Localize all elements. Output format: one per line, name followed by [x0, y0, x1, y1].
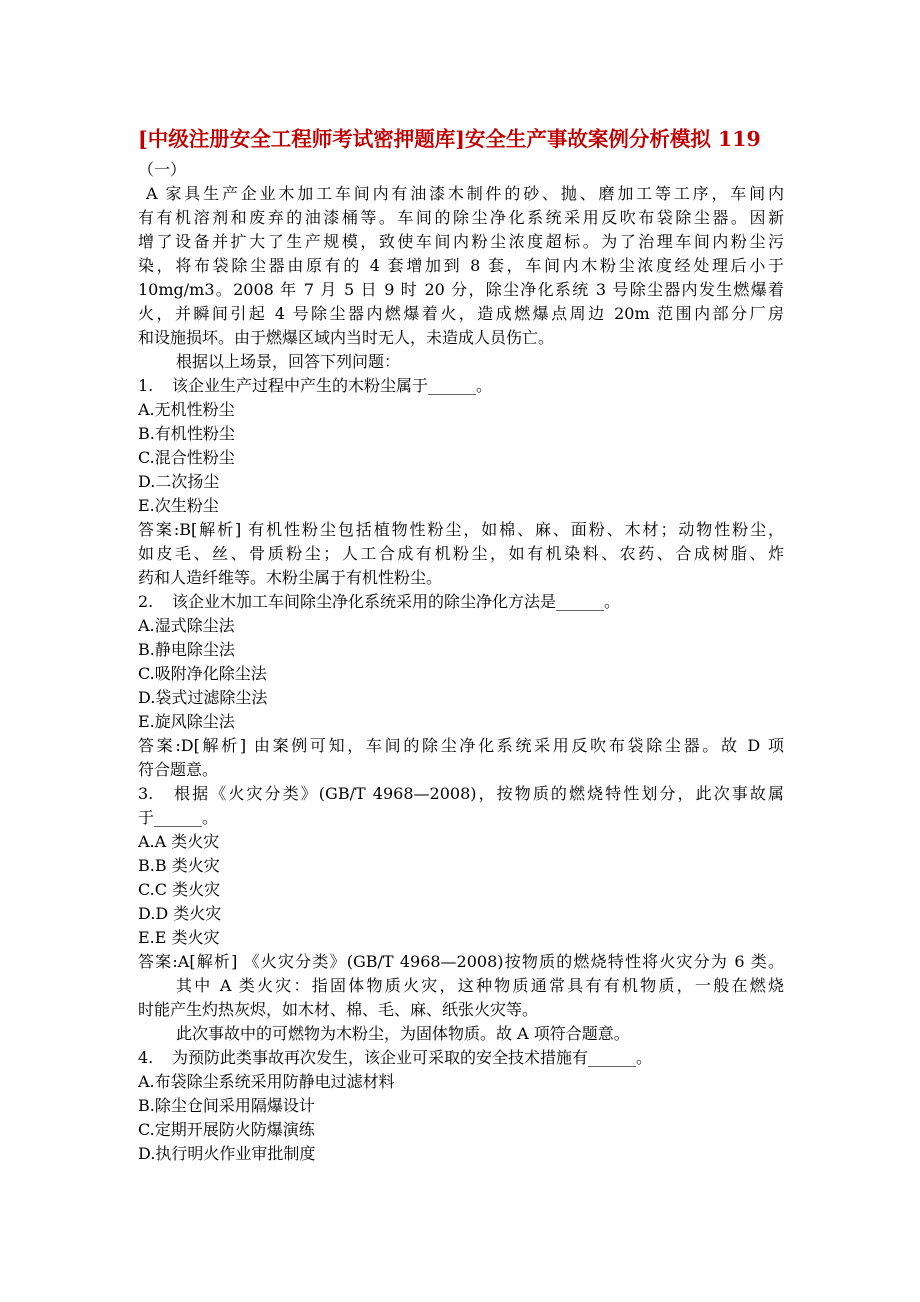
option: B.静电除尘法 [138, 640, 235, 659]
answer-line: 答案:D[解析] 由案例可知，车间的除尘净化系统采用反吹布袋除尘器。故 D 项 [138, 736, 784, 755]
option: A.A 类火灾 [138, 832, 220, 851]
option: A.无机性粉尘 [138, 400, 235, 419]
question-stem [138, 1046, 784, 1070]
option: B.有机性粉尘 [138, 424, 235, 443]
scenario-line: 和设施损坏。由于燃爆区域内当时无人，未造成人员伤亡。 [138, 328, 555, 347]
option: A.湿式除尘法 [138, 616, 235, 635]
question-stem-text: 根据《火灾分类》(GB/T 4968—2008)，按物质的燃烧特性划分，此次事故属 [172, 784, 784, 803]
answer-line: 其中 A 类火灾：指固体物质火灾，这种物质通常具有有机物质，一般在燃烧 [176, 976, 784, 995]
scenario-line: A 家具生产企业木加工车间内有油漆木制件的砂、抛、磨加工等工序，车间内 [146, 184, 784, 203]
document-body [138, 158, 784, 1166]
option: B.除尘仓间采用隔爆设计 [138, 1096, 315, 1115]
answer-line: 此次事故中的可燃物为木粉尘，为固体物质。故 A 项符合题意。 [176, 1024, 630, 1043]
question-number: 3. [138, 784, 154, 803]
option: D.执行明火作业审批制度 [138, 1144, 316, 1163]
answer-line: 药和人造纤维等。木粉尘属于有机性粉尘。 [138, 568, 443, 587]
section-label: （一） [138, 160, 187, 179]
scenario-line: 10mg/m3。2008 年 7 月 5 日 9 时 20 分，除尘净化系统 3 号除尘器内发生燃爆着 [138, 280, 784, 299]
answer-line: 如皮毛、丝、骨质粉尘；人工合成有机粉尘，如有机染料、农药、合成树脂、炸 [138, 544, 784, 563]
document-title: [中级注册安全工程师考试密押题库]安全生产事故案例分析模拟 119 [138, 127, 761, 151]
option: E.次生粉尘 [138, 496, 219, 515]
option: D.二次扬尘 [138, 472, 220, 491]
option: E.E 类火灾 [138, 928, 220, 947]
question-stem-continuation: 于______。 [138, 808, 219, 827]
scenario-line: 增了设备并扩大了生产规模，致使车间内粉尘浓度超标。为了治理车间内粉尘污 [138, 232, 784, 251]
scenario-line: 染，将布袋除尘器由原有的 4 套增加到 8 套，车间内木粉尘浓度经处理后小于 [138, 256, 784, 275]
option: C.吸附净化除尘法 [138, 664, 267, 683]
question-number: 4. [138, 1048, 154, 1067]
option: E.旋风除尘法 [138, 712, 235, 731]
answer-line: 符合题意。 [138, 760, 219, 779]
question-stem-text: 为预防此类事故再次发生，该企业可采取的安全技术措施有______。 [172, 1048, 653, 1067]
option: C.C 类火灾 [138, 880, 221, 899]
question-stem [138, 782, 784, 806]
option: D.袋式过滤除尘法 [138, 688, 268, 707]
question-stem [138, 590, 784, 614]
question-number: 1. [138, 376, 154, 395]
option: A.布袋除尘系统采用防静电过滤材料 [138, 1072, 395, 1091]
option: C.混合性粉尘 [138, 448, 235, 467]
answer-line: 答案:A[解析] 《火灾分类》(GB/T 4968—2008)按物质的燃烧特性将火灾分为 6 类。 [138, 952, 784, 971]
question-stem-text: 该企业生产过程中产生的木粉尘属于______。 [172, 376, 493, 395]
option: C.定期开展防火防爆演练 [138, 1120, 315, 1139]
question-stem [138, 374, 784, 398]
answer-line: 时能产生灼热灰烬，如木材、棉、毛、麻、纸张火灾等。 [138, 1000, 539, 1019]
scenario-line: 火，并瞬间引起 4 号除尘器内燃爆着火，造成燃爆点周边 20m 范围内部分厂房 [138, 304, 784, 323]
scenario-line: 有有机溶剂和废弃的油漆桶等。车间的除尘净化系统采用反吹布袋除尘器。因新 [138, 208, 784, 227]
question-stem-text: 该企业木加工车间除尘净化系统采用的除尘净化方法是______。 [172, 592, 621, 611]
answer-line: 答案:B[解析] 有机性粉尘包括植物性粉尘，如棉、麻、面粉、木材；动物性粉尘， [138, 520, 784, 539]
option: D.D 类火灾 [138, 904, 222, 923]
question-prompt: 根据以上场景，回答下列问题： [176, 352, 401, 371]
option: B.B 类火灾 [138, 856, 220, 875]
question-number: 2. [138, 592, 154, 611]
